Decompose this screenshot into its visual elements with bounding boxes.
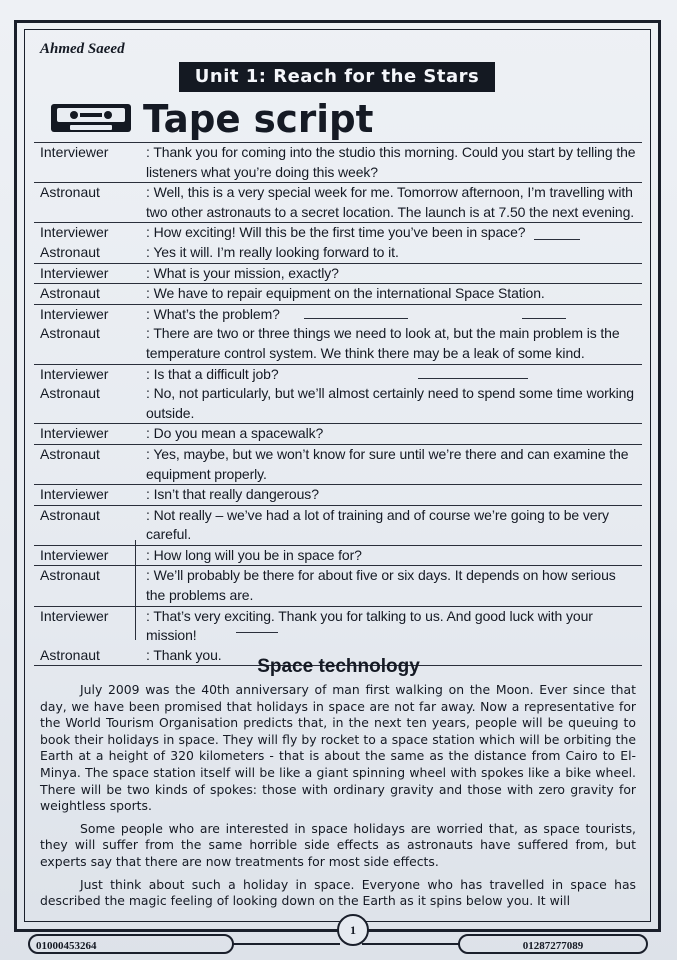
cassette-tape-icon xyxy=(50,103,132,133)
speaker-label: Astronaut xyxy=(40,243,100,260)
speech-text: : We’ll probably be there for about five or six days. It depends on how serious the problems are. xyxy=(146,567,616,604)
speech-text: : Isn’t that really dangerous? xyxy=(146,486,319,503)
speaker-label: Interviewer xyxy=(40,144,109,160)
page-number: 1 xyxy=(337,914,369,946)
speech-text: : Thank you for coming into the studio this morning. Could you start by telling the listeners what you’re doing this week? xyxy=(146,144,636,180)
article-body xyxy=(40,682,636,910)
script-row xyxy=(34,365,642,385)
unit-title-banner: Unit 1: Reach for the Stars xyxy=(179,62,495,92)
script-row xyxy=(34,566,642,606)
speech-text: : What’s the problem? xyxy=(146,305,280,322)
speech-text: : No, not particularly, but we’ll almost certainly need to spend some time working outside. xyxy=(146,385,634,421)
speaker-label: Astronaut xyxy=(40,184,100,201)
speaker-label: Interviewer xyxy=(40,224,109,241)
speech-text: : There are two or three things we need to look at, but the main problem is the temperature control system. We think there may be a leak of some kind. xyxy=(146,325,620,361)
section-title: Tape script xyxy=(143,97,374,141)
script-row xyxy=(34,182,642,223)
script-row xyxy=(34,424,642,445)
column-divider xyxy=(135,540,136,640)
footer-phone-left: 01000453264 xyxy=(28,934,234,954)
speaker-label: Astronaut xyxy=(40,646,100,663)
speaker-label: Interviewer xyxy=(40,546,109,563)
article-paragraph: Just think about such a holiday in space. Everyone who has travelled in space has described the magic feeling of looking down on the Earth as it spins below you. It will xyxy=(40,876,636,909)
speaker-label: Astronaut xyxy=(40,285,100,302)
speech-text: : Not really – we’ve had a lot of training and of course we’re going to be very careful. xyxy=(146,506,609,543)
speaker-label: Astronaut xyxy=(40,506,100,523)
script-row xyxy=(34,243,642,264)
speech-text: : We have to repair equipment on the international Space Station. xyxy=(146,285,545,302)
script-row xyxy=(34,264,642,285)
answer-blank xyxy=(534,239,580,240)
footer-rule xyxy=(232,943,340,945)
script-row xyxy=(34,284,642,305)
answer-blank xyxy=(418,378,528,379)
speaker-label: Interviewer xyxy=(40,425,109,442)
script-row xyxy=(34,143,642,182)
speaker-label: Interviewer xyxy=(40,486,109,503)
speech-text: : That’s very exciting. Thank you for talking to us. And good luck with your mission! xyxy=(146,607,593,644)
speech-text: : Is that a difficult job? xyxy=(146,365,279,382)
footer-rule xyxy=(362,943,460,945)
speaker-label: Interviewer xyxy=(40,607,109,624)
speech-text: : How long will you be in space for? xyxy=(146,546,362,563)
script-row xyxy=(34,384,642,424)
speech-text: : Well, this is a very special week for me. Tomorrow afternoon, I’m travelling with two other astronauts to a secret location. The launch is at 7.50 the next evening. xyxy=(146,184,635,220)
speech-text: : How exciting! Will this be the first time you’ve been in space? xyxy=(146,224,526,241)
speaker-label: Interviewer xyxy=(40,305,109,322)
speaker-label: Interviewer xyxy=(40,365,109,382)
article-paragraph: July 2009 was the 40th anniversary of man first walking on the Moon. Ever since that day, we have been promised that holidays in space are not far away. Now a representative for the World Tourism Organisation predicts that, in the next ten years, people will be queuing to book their holidays in space. They will fly by rocket to a space station which will be orbiting the Earth at a height of 320 kilometers - that is about the same as the distance from Cairo to El-Minya. The space station itself will be like a giant spinning wheel with spokes like a bike wheel. There will be two kinds of spokes: those with ordinary gravity and those with zero gravity for weightless sports. xyxy=(40,682,636,814)
author-name: Ahmed Saeed xyxy=(40,41,125,57)
speech-text: : Thank you. xyxy=(146,646,222,663)
speaker-label: Astronaut xyxy=(40,567,100,584)
article-paragraph: Some people who are interested in space holidays are worried that, as space tourists, they will suffer from the same horrible side effects as astronauts have suffered from, but experts say that there are now treatments for most side effects. xyxy=(40,820,636,869)
answer-blank xyxy=(304,318,408,319)
script-row xyxy=(34,506,642,546)
script-row xyxy=(34,305,642,325)
footer-phone-right: 01287277089 xyxy=(458,934,648,954)
script-row xyxy=(34,223,642,243)
script-row xyxy=(34,607,642,646)
article-title: Space technology xyxy=(257,656,420,677)
speaker-label: Astronaut xyxy=(40,325,100,342)
script-row xyxy=(34,546,642,567)
speech-text: : Yes, maybe, but we won’t know for sure until we’re there and can examine the equipment properly. xyxy=(146,445,629,482)
speaker-label: Astronaut xyxy=(40,445,100,462)
script-row xyxy=(34,324,642,364)
speech-text: : Do you mean a spacewalk? xyxy=(146,425,324,442)
speaker-label: Interviewer xyxy=(40,264,109,281)
script-row xyxy=(34,445,642,485)
speech-text: : Yes it will. I’m really looking forward to it. xyxy=(146,243,399,260)
speech-text: : What is your mission, exactly? xyxy=(146,264,339,281)
speaker-label: Astronaut xyxy=(40,385,100,402)
answer-blank xyxy=(236,632,278,633)
tape-script-table xyxy=(34,142,642,666)
answer-blank xyxy=(522,318,566,319)
script-row xyxy=(34,485,642,506)
